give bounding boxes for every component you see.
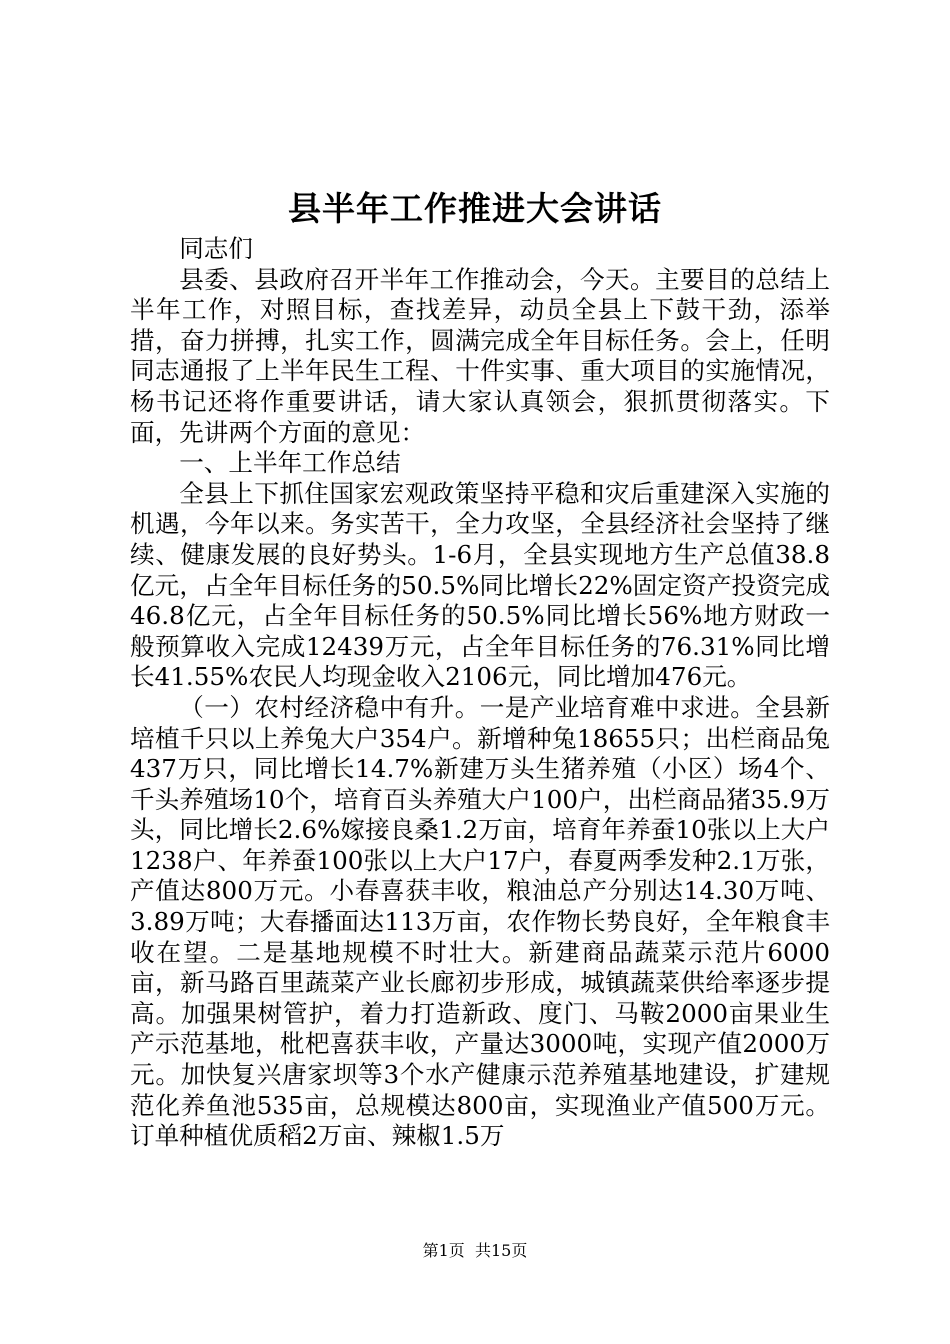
summary-paragraph: 全县上下抓住国家宏观政策坚持平稳和灾后重建深入实施的机遇，今年以来。务实苦干，全力攻坚，全县经济社会坚持了继续、健康发展的良好势头。1-6月，全县实现地方生产总值38.8亿元，占全年目标任务的50.5%同比增长22%固定资产投资完成46.8亿元，占全年目标任务的50.5%同比增长56%地方财政一般预算收入完成12439万元，占全年目标任务的76.31%同比增长41.55%农民人均现金收入2106元，同比增加476元。 bbox=[130, 478, 830, 692]
page-footer bbox=[0, 1240, 950, 1262]
intro-paragraph: 县委、县政府召开半年工作推动会，今天。主要目的总结上半年工作，对照目标，查找差异，动员全县上下鼓干劲，添举措，奋力拼搏，扎实工作，圆满完成全年目标任务。会上，任明同志通报了上半年民生工程、十件实事、重大项目的实施情况，杨书记还将作重要讲话，请大家认真领会，狠抓贯彻落实。下面，先讲两个方面的意见： bbox=[130, 264, 830, 447]
document-title: 县半年工作推进大会讲话 bbox=[288, 189, 662, 228]
page-number: 第1页 bbox=[422, 1241, 465, 1260]
document-body bbox=[130, 234, 830, 1152]
section-heading: 一、上半年工作总结 bbox=[179, 448, 401, 478]
rural-economy-paragraph: （一）农村经济稳中有升。一是产业培育难中求进。全县新培植千只以上养兔大户354户。新增种兔18655只；出栏商品兔437万只，同比增长14.7%新建万头生猪养殖（小区）场4个、千头养殖场10个，培育百头养殖大户100户，出栏商品猪35.9万头，同比增长2.6%嫁接良桑1.2万亩，培育年养蚕10张以上大户1238户、年养蚕100张以上大户17户，春夏两季发种2.1万张，产值达800万元。小春喜获丰收，粮油总产分别达14.30万吨、3.89万吨；大春播面达113万亩，农作物长势良好，全年粮食丰收在望。二是基地规模不时壮大。新建商品蔬菜示范片6000亩，新马路百里蔬菜产业长廊初步形成，城镇蔬菜供给率逐步提高。加强果树管护，着力打造新政、度门、马鞍2000亩果业生产示范基地，枇杷喜获丰收，产量达3000吨，实现产值2000万元。加快复兴唐家坝等3个水产健康示范养殖基地建设，扩建规范化养鱼池535亩，总规模达800亩，实现渔业产值500万元。订单种植优质稻2万亩、辣椒1.5万 bbox=[130, 692, 830, 1151]
salutation-paragraph: 同志们 bbox=[179, 234, 253, 263]
page-total: 共15页 bbox=[474, 1241, 528, 1260]
